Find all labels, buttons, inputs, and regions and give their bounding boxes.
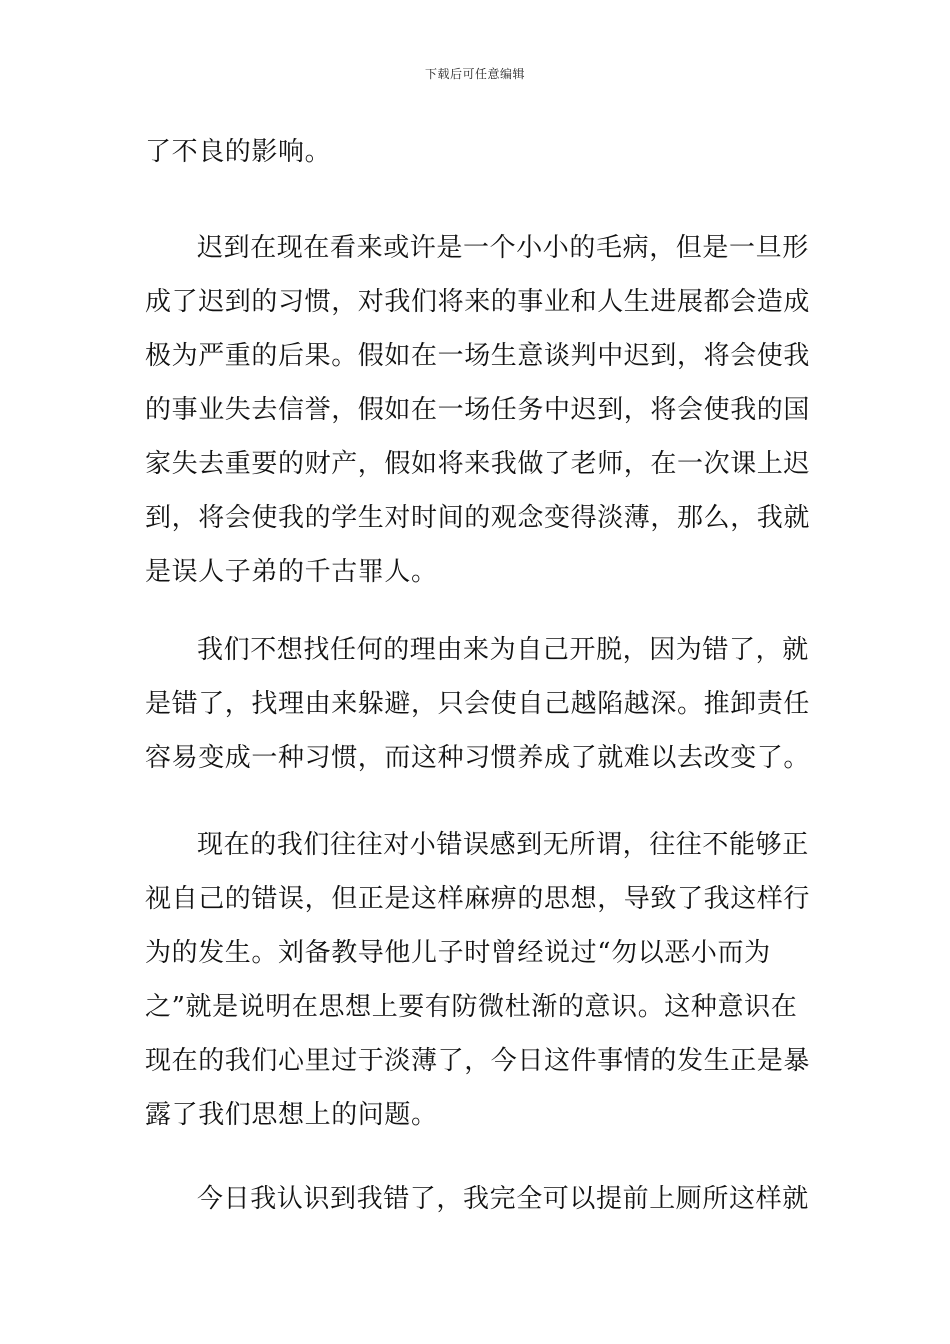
text-line: 之”就是说明在思想上要有防微杜渐的意识。这种意识在 xyxy=(145,992,798,1022)
page-header: 下载后可任意编辑 xyxy=(424,67,525,81)
text-line: 的事业失去信誉，假如在一场任务中迟到，将会使我的国 xyxy=(145,395,811,425)
text-line: 极为严重的后果。假如在一场生意谈判中迟到，将会使我 xyxy=(145,341,811,371)
text-line: 现在的我们往往对小错误感到无所谓，往往不能够正 xyxy=(197,830,809,860)
text-line: 是误人子弟的千古罪人。 xyxy=(145,557,438,587)
text-line: 为的发生。刘备教导他儿子时曾经说过“勿以恶小而为 xyxy=(145,938,771,968)
text-line: 视自己的错误，但正是这样麻痹的思想，导致了我这样行 xyxy=(145,884,811,914)
text-line: 到，将会使我的学生对时间的观念变得淡薄，那么，我就 xyxy=(145,503,811,533)
text-line: 成了迟到的习惯，对我们将来的事业和人生进展都会造成 xyxy=(145,287,811,317)
text-line: 现在的我们心里过于淡薄了，今日这件事情的发生正是暴 xyxy=(145,1046,811,1076)
text-line: 家失去重要的财产，假如将来我做了老师，在一次课上迟 xyxy=(145,449,811,479)
text-line: 了不良的影响。 xyxy=(145,137,332,167)
text-line: 迟到在现在看来或许是一个小小的毛病，但是一旦形 xyxy=(197,233,809,263)
text-line: 是错了，找理由来躲避，只会使自己越陷越深。推卸责任 xyxy=(145,689,811,719)
text-line: 容易变成一种习惯，而这种习惯养成了就难以去改变了。 xyxy=(145,743,811,773)
text-line: 今日我认识到我错了，我完全可以提前上厕所这样就 xyxy=(197,1184,809,1214)
text-line: 我们不想找任何的理由来为自己开脱，因为错了，就 xyxy=(197,635,809,665)
text-line: 露了我们思想上的问题。 xyxy=(145,1100,438,1130)
